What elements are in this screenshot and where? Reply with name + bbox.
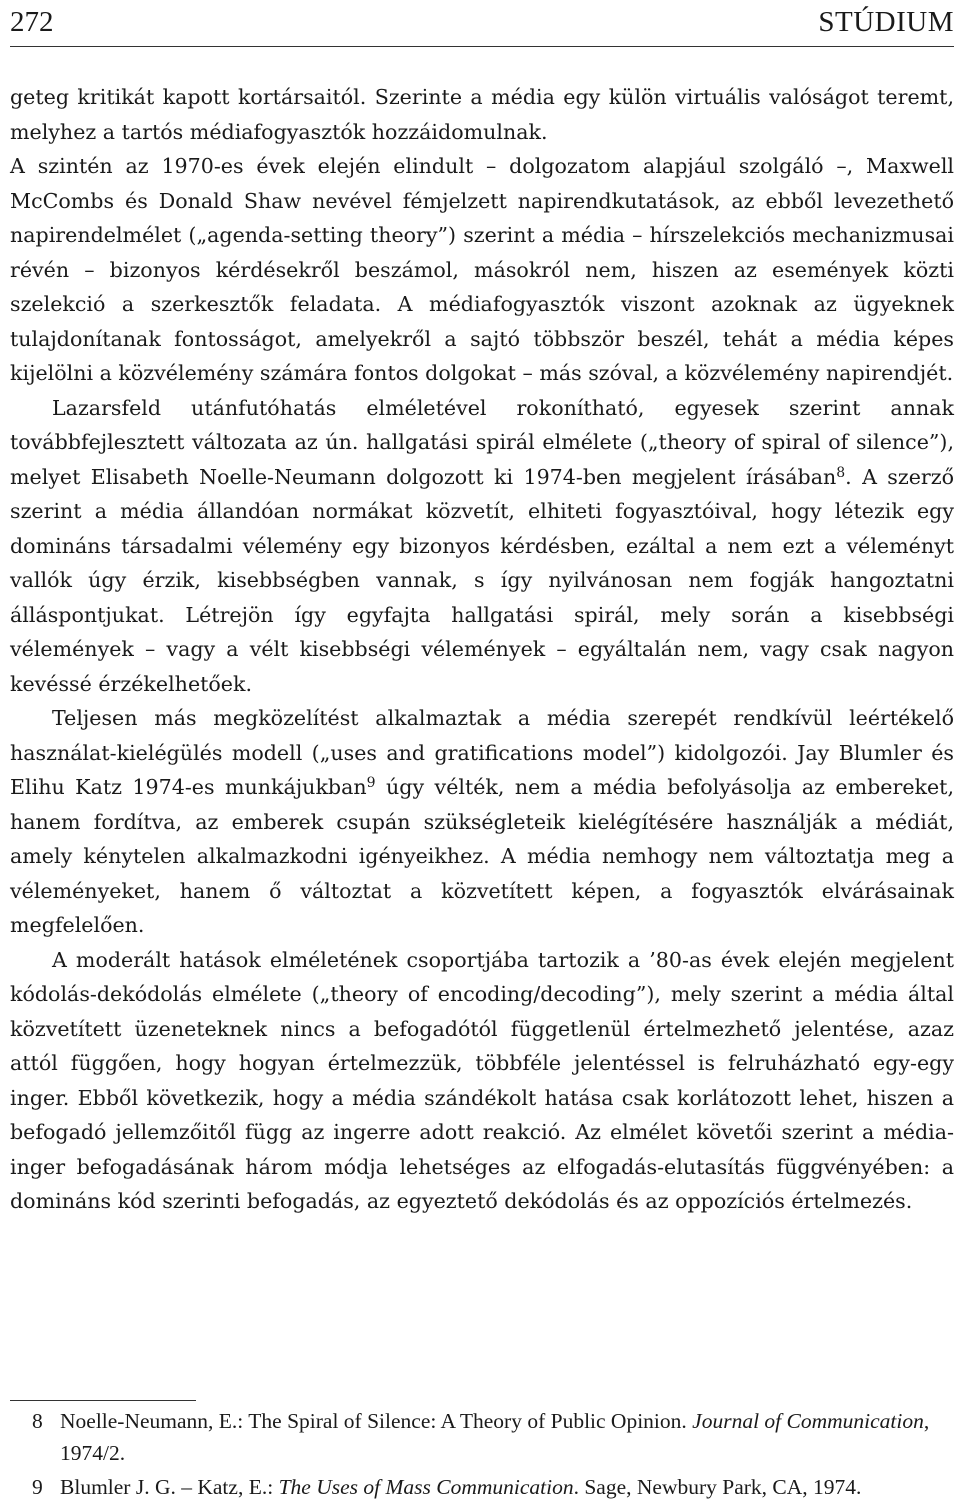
body-text xyxy=(10,80,954,1219)
paragraph-text: Teljesen más megközelítést alkalmaztak a média szerepét rendkívül leértékelő használat-kielégülés modell („uses and gratifications model”) kidolgozói. Jay Blumler és Elihu Katz 1974-es munkájukban xyxy=(10,706,954,799)
paragraph xyxy=(10,943,954,1219)
page-number: 272 xyxy=(10,6,54,38)
paragraph-text: úgy vélték, nem a média befolyásolja az embereket, hanem fordítva, az emberek csupán szükségleteik kielégítésére használják a médiát, amely kénytelen alkalmazkodni igényeikhez. A média nemhogy nem változtatja meg a véleményeket, hanem ő változtat a közvetített képen, a fogyasztók elvárásainak megfelelően. xyxy=(10,775,954,937)
footnote-text-end: . Sage, Newbury Park, CA, 1974. xyxy=(573,1475,862,1499)
paragraph-text: A szintén az 1970-es évek elején elindult – dolgozatom alapjául szolgáló –, Maxwell McCombs és Donald Shaw nevével fémjelzett napirendkutatások, az ebből levezethető napirendelmélet („agenda-setting theory”) szerint a média – hírszelekciós mechanizmusai révén – bizonyos kérdésekről beszámol, másokról nem, hiszen az események közti szelekció a szerkesztők feladata. A médiafogyasztók viszont azoknak az ügyeknek tulajdonítanak fontosságot, amelyekről a sajtó többször beszél, tehát a média képes kijelölni a közvélemény számára fontos dolgokat – más szóval, a közvélemény napirendjét. xyxy=(10,154,954,385)
footnote-journal-title: Journal of Communication xyxy=(692,1409,924,1433)
header-rule xyxy=(10,46,954,47)
paragraph xyxy=(10,701,954,943)
paragraph-text: A moderált hatások elméletének csoportjába tartozik a ’80-as évek elején megjelent kódolás-dekódolás elmélete („theory of encoding/decoding”), mely szerint a média által közvetített üzeneteknek nincs a befogadótól függetlenül értelmezhető jelentése, azaz attól függően, hogy hogyan értelmezzük, többféle jelentéssel is felruházható egy-egy inger. Ebből következik, hogy a média szándékolt hatása csak korlátozott lehet, hiszen a befogadó jellemzőitől függ az ingerre adott reakció. Az elmélet követői szerint a média-inger befogadásának három módja lehetséges az elfogadás-elutasítás függvényében: a domináns kód szerinti befogadás, az egyeztető dekódolás és az oppozíciós értelmezés. xyxy=(10,947,954,1213)
running-head: STÚDIUM xyxy=(818,6,954,38)
footnote-text-end: , 1974/2. xyxy=(60,1409,930,1465)
footnote-number: 8 xyxy=(32,1409,43,1433)
paragraph xyxy=(10,391,954,702)
footnote-text: Blumler J. G. – Katz, E.: xyxy=(60,1475,279,1499)
paragraph-text: geteg kritikát kapott kortársaitól. Szerinte a média egy külön virtuális valóságot teremt, melyhez a tartós médiafogyasztók hozzáidomulnak. xyxy=(10,85,954,144)
paragraph-text: Lazarsfeld utánfutóhatás elméletével rokonítható, egyesek szerint annak továbbfejlesztett változata az ún. hallgatási spirál elmélete („theory of spiral of silence”), melyet Elisabeth Noelle-Neumann dolgozott ki 1974-ben megjelent írásában xyxy=(10,395,954,489)
document-page xyxy=(10,0,954,1499)
footnote-book-title: The Uses of Mass Communication xyxy=(278,1475,574,1499)
footnote-rule xyxy=(10,1400,196,1401)
footnote xyxy=(10,1405,954,1469)
footnote-reference[interactable]: 8 xyxy=(836,464,846,481)
paragraph-text: . A szerző szerint a média állandóan normákat közvetít, elhiteti fogyasztóival, hogy létezik egy domináns társadalmi vélemény egy bizonyos kérdésben, ezáltal a nem ezt a véleményt vallók úgy érzik, kisebbségben vannak, s így nyilvánosan nem fogják hangoztatni álláspontjukat. Létrejön így egyfajta hallgatási spirál, mely során a kisebbségi vélemények – vagy a vélt kisebbségi vélemények – egyáltalán nem, vagy csak nagyon kevéssé érzékelhetőek. xyxy=(10,464,954,696)
footnote xyxy=(10,1471,954,1503)
page-header xyxy=(10,2,954,42)
footnote-reference[interactable]: 9 xyxy=(366,775,376,791)
footnote-text: Noelle-Neumann, E.: The Spiral of Silence: A Theory of Public Opinion. xyxy=(60,1409,693,1433)
paragraph xyxy=(10,149,954,391)
footnote-number: 9 xyxy=(32,1475,43,1499)
footnotes xyxy=(10,1405,954,1505)
paragraph xyxy=(10,80,954,149)
